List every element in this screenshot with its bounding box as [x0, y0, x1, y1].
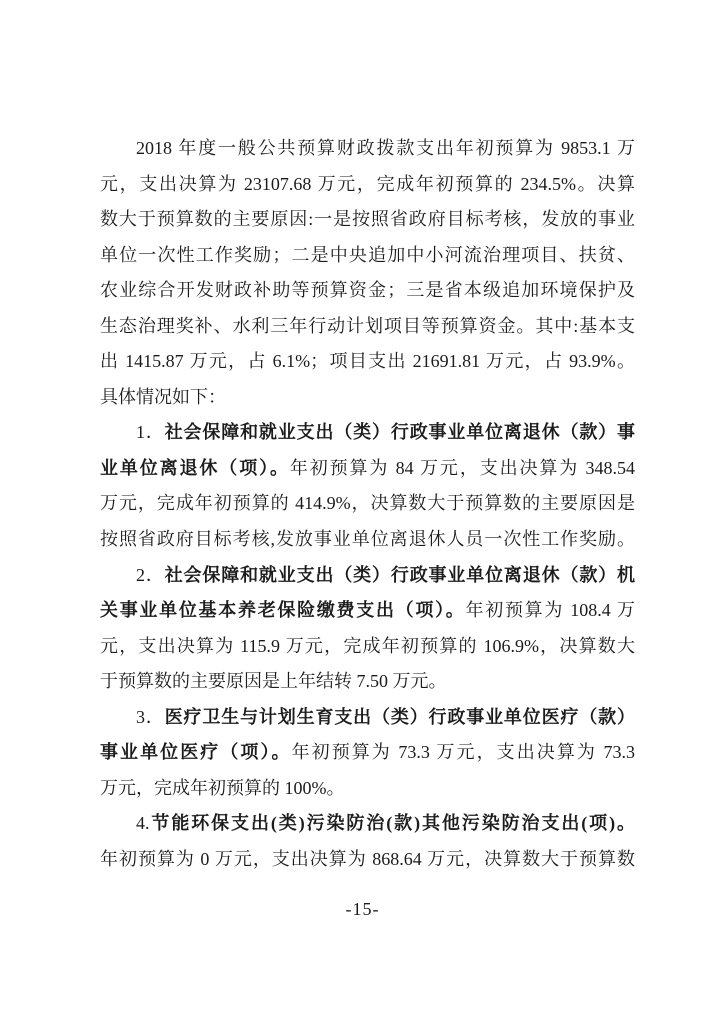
text-line: [100, 771, 635, 807]
text-line: [100, 664, 635, 700]
text-line: [100, 344, 635, 380]
bold-text-run: 事业单位医疗（项）。: [100, 742, 292, 763]
bold-text-run: 医疗卫生与计划生育支出（类）行政事业单位医疗（款）: [164, 706, 636, 727]
text-line: [100, 131, 635, 167]
text-run: 于预算数的主要原因是上年结转 7.50 万元。: [100, 671, 447, 692]
text-run: 年初预算为 84 万元，支出决算为 348.54: [289, 457, 636, 478]
text-line: [100, 486, 635, 522]
bold-text-run: 节能环保支出(类)污染防治(款)其他污染防治支出(项)。: [149, 813, 635, 834]
text-line: [100, 522, 635, 558]
text-run: 2．: [136, 564, 165, 585]
text-line: [100, 309, 635, 345]
text-run: 1．: [136, 422, 165, 443]
text-line: [100, 558, 635, 594]
text-line: [100, 593, 635, 629]
text-run: 单位一次性工作奖励；二是中央追加中小河流治理项目、扶贫、: [100, 244, 635, 265]
text-line: [100, 238, 635, 274]
text-run: 元，支出决算为 115.9 万元，完成年初预算的 106.9%，决算数大: [100, 635, 635, 656]
text-line: [100, 806, 635, 842]
text-line: [100, 629, 635, 665]
text-run: 3．: [136, 706, 165, 727]
text-run: 农业综合开发财政补助等预算资金；三是省本级追加环境保护及: [100, 280, 635, 301]
text-run: 元，支出决算为 23107.68 万元，完成年初预算的 234.5%。决算: [100, 173, 635, 194]
document-body: [100, 131, 635, 877]
bold-text-run: 社会保障和就业支出（类）行政事业单位离退休（款）事: [164, 422, 636, 443]
text-run: 年初预算为 0 万元，支出决算为 868.64 万元，决算数大于预算数: [100, 848, 635, 869]
text-run: 年初预算为 73.3 万元，支出决算为 73.3: [291, 742, 635, 763]
text-run: 按照省政府目标考核,发放事业单位离退休人员一次性工作奖励。: [100, 529, 635, 550]
text-run: 具体情况如下：: [100, 386, 226, 407]
text-line: [100, 202, 635, 238]
text-line: [100, 273, 635, 309]
text-run: 2018 年度一般公共预算财政拨款支出年初预算为 9853.1 万: [136, 138, 635, 158]
text-run: 出 1415.87 万元，占 6.1%；项目支出 21691.81 万元，占 93.9%。: [100, 351, 635, 372]
text-line: [100, 167, 635, 203]
text-run: 年初预算为 108.4 万: [465, 600, 636, 621]
text-run: 数大于预算数的主要原因:一是按照省政府目标考核，发放的事业: [100, 209, 635, 230]
text-run: 万元，完成年初预算的 100%。: [100, 777, 345, 798]
bold-text-run: 关事业单位基本养老保险缴费支出（项）。: [100, 600, 466, 621]
text-run: 万元，完成年初预算的 414.9%，决算数大于预算数的主要原因是: [100, 493, 635, 514]
text-run: 生态治理奖补、水利三年行动计划项目等预算资金。其中:基本支: [100, 315, 635, 336]
text-line: [100, 700, 635, 736]
text-line: [100, 380, 635, 416]
bold-text-run: 业单位离退休（项）。: [100, 457, 290, 478]
bold-text-run: 社会保障和就业支出（类）行政事业单位离退休（款）机: [164, 564, 636, 585]
text-line: [100, 842, 635, 878]
page-number: -15-: [345, 899, 380, 919]
text-run: 4.: [136, 813, 150, 834]
text-line: [100, 415, 635, 451]
text-line: [100, 451, 635, 487]
text-line: [100, 735, 635, 771]
